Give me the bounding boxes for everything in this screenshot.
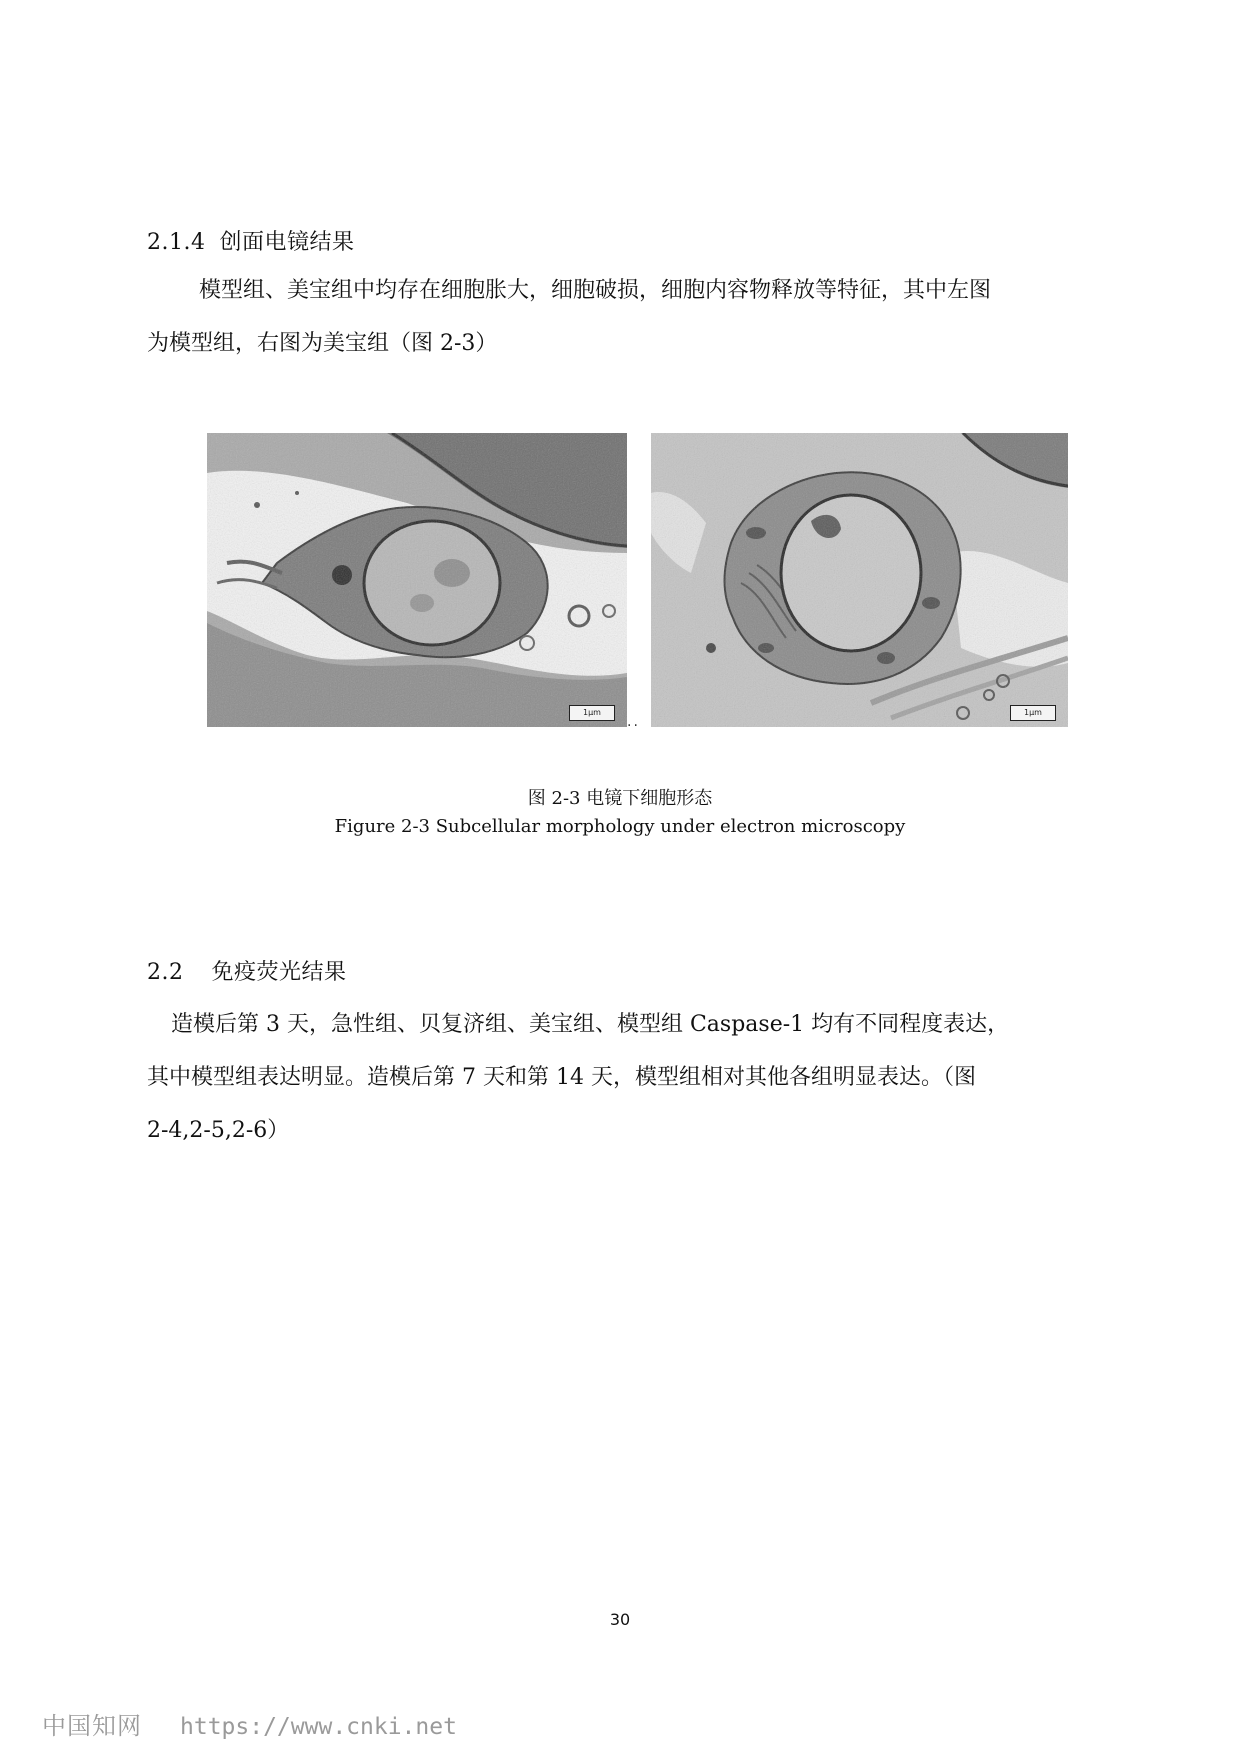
paragraph-line: 造模后第 3 天，急性组、贝复济组、美宝组、模型组 Caspase-1 均有不同程度表达， — [171, 1012, 1010, 1037]
em-micrograph-left — [207, 433, 627, 727]
section-heading-2-1-4 — [147, 225, 355, 256]
section-number: 2.1.4 — [147, 230, 206, 255]
em-image-model-group — [207, 433, 627, 727]
figure-dots: .. — [627, 714, 640, 730]
section-title: 免疫荧光结果 — [211, 960, 347, 985]
figure-caption-cn: 图 2-3 电镜下细胞形态 — [527, 788, 713, 809]
section-heading-2-2 — [147, 955, 347, 986]
em-image-meibao-group — [651, 433, 1068, 727]
page-number: 30 — [609, 1610, 631, 1629]
paragraph-line: 模型组、美宝组中均存在细胞胀大，细胞破损，细胞内容物释放等特征，其中左图 — [199, 278, 992, 303]
paragraph-line: 为模型组，右图为美宝组（图 2-3） — [147, 331, 498, 356]
paragraph-line: 其中模型组表达明显。造模后第 7 天和第 14 天，模型组相对其他各组明显表达。（图 — [147, 1065, 976, 1090]
section-2-1-4-paragraph — [147, 264, 1103, 370]
section-title: 创面电镜结果 — [219, 230, 355, 255]
section-2-2-paragraph — [147, 998, 1103, 1157]
watermark-url: https://www.cnki.net — [180, 1714, 457, 1740]
cnki-watermark — [42, 1706, 457, 1741]
figure-caption-en: Figure 2-3 Subcellular morphology under electron microscopy — [334, 816, 906, 837]
watermark-name: 中国知网 — [42, 1712, 142, 1740]
em-micrograph-right — [651, 433, 1068, 727]
section-number: 2.2 — [147, 960, 184, 985]
paragraph-line: 2-4,2-5,2-6） — [147, 1118, 290, 1143]
scale-bar: 1μm — [1010, 705, 1056, 721]
scale-bar: 1μm — [569, 705, 615, 721]
